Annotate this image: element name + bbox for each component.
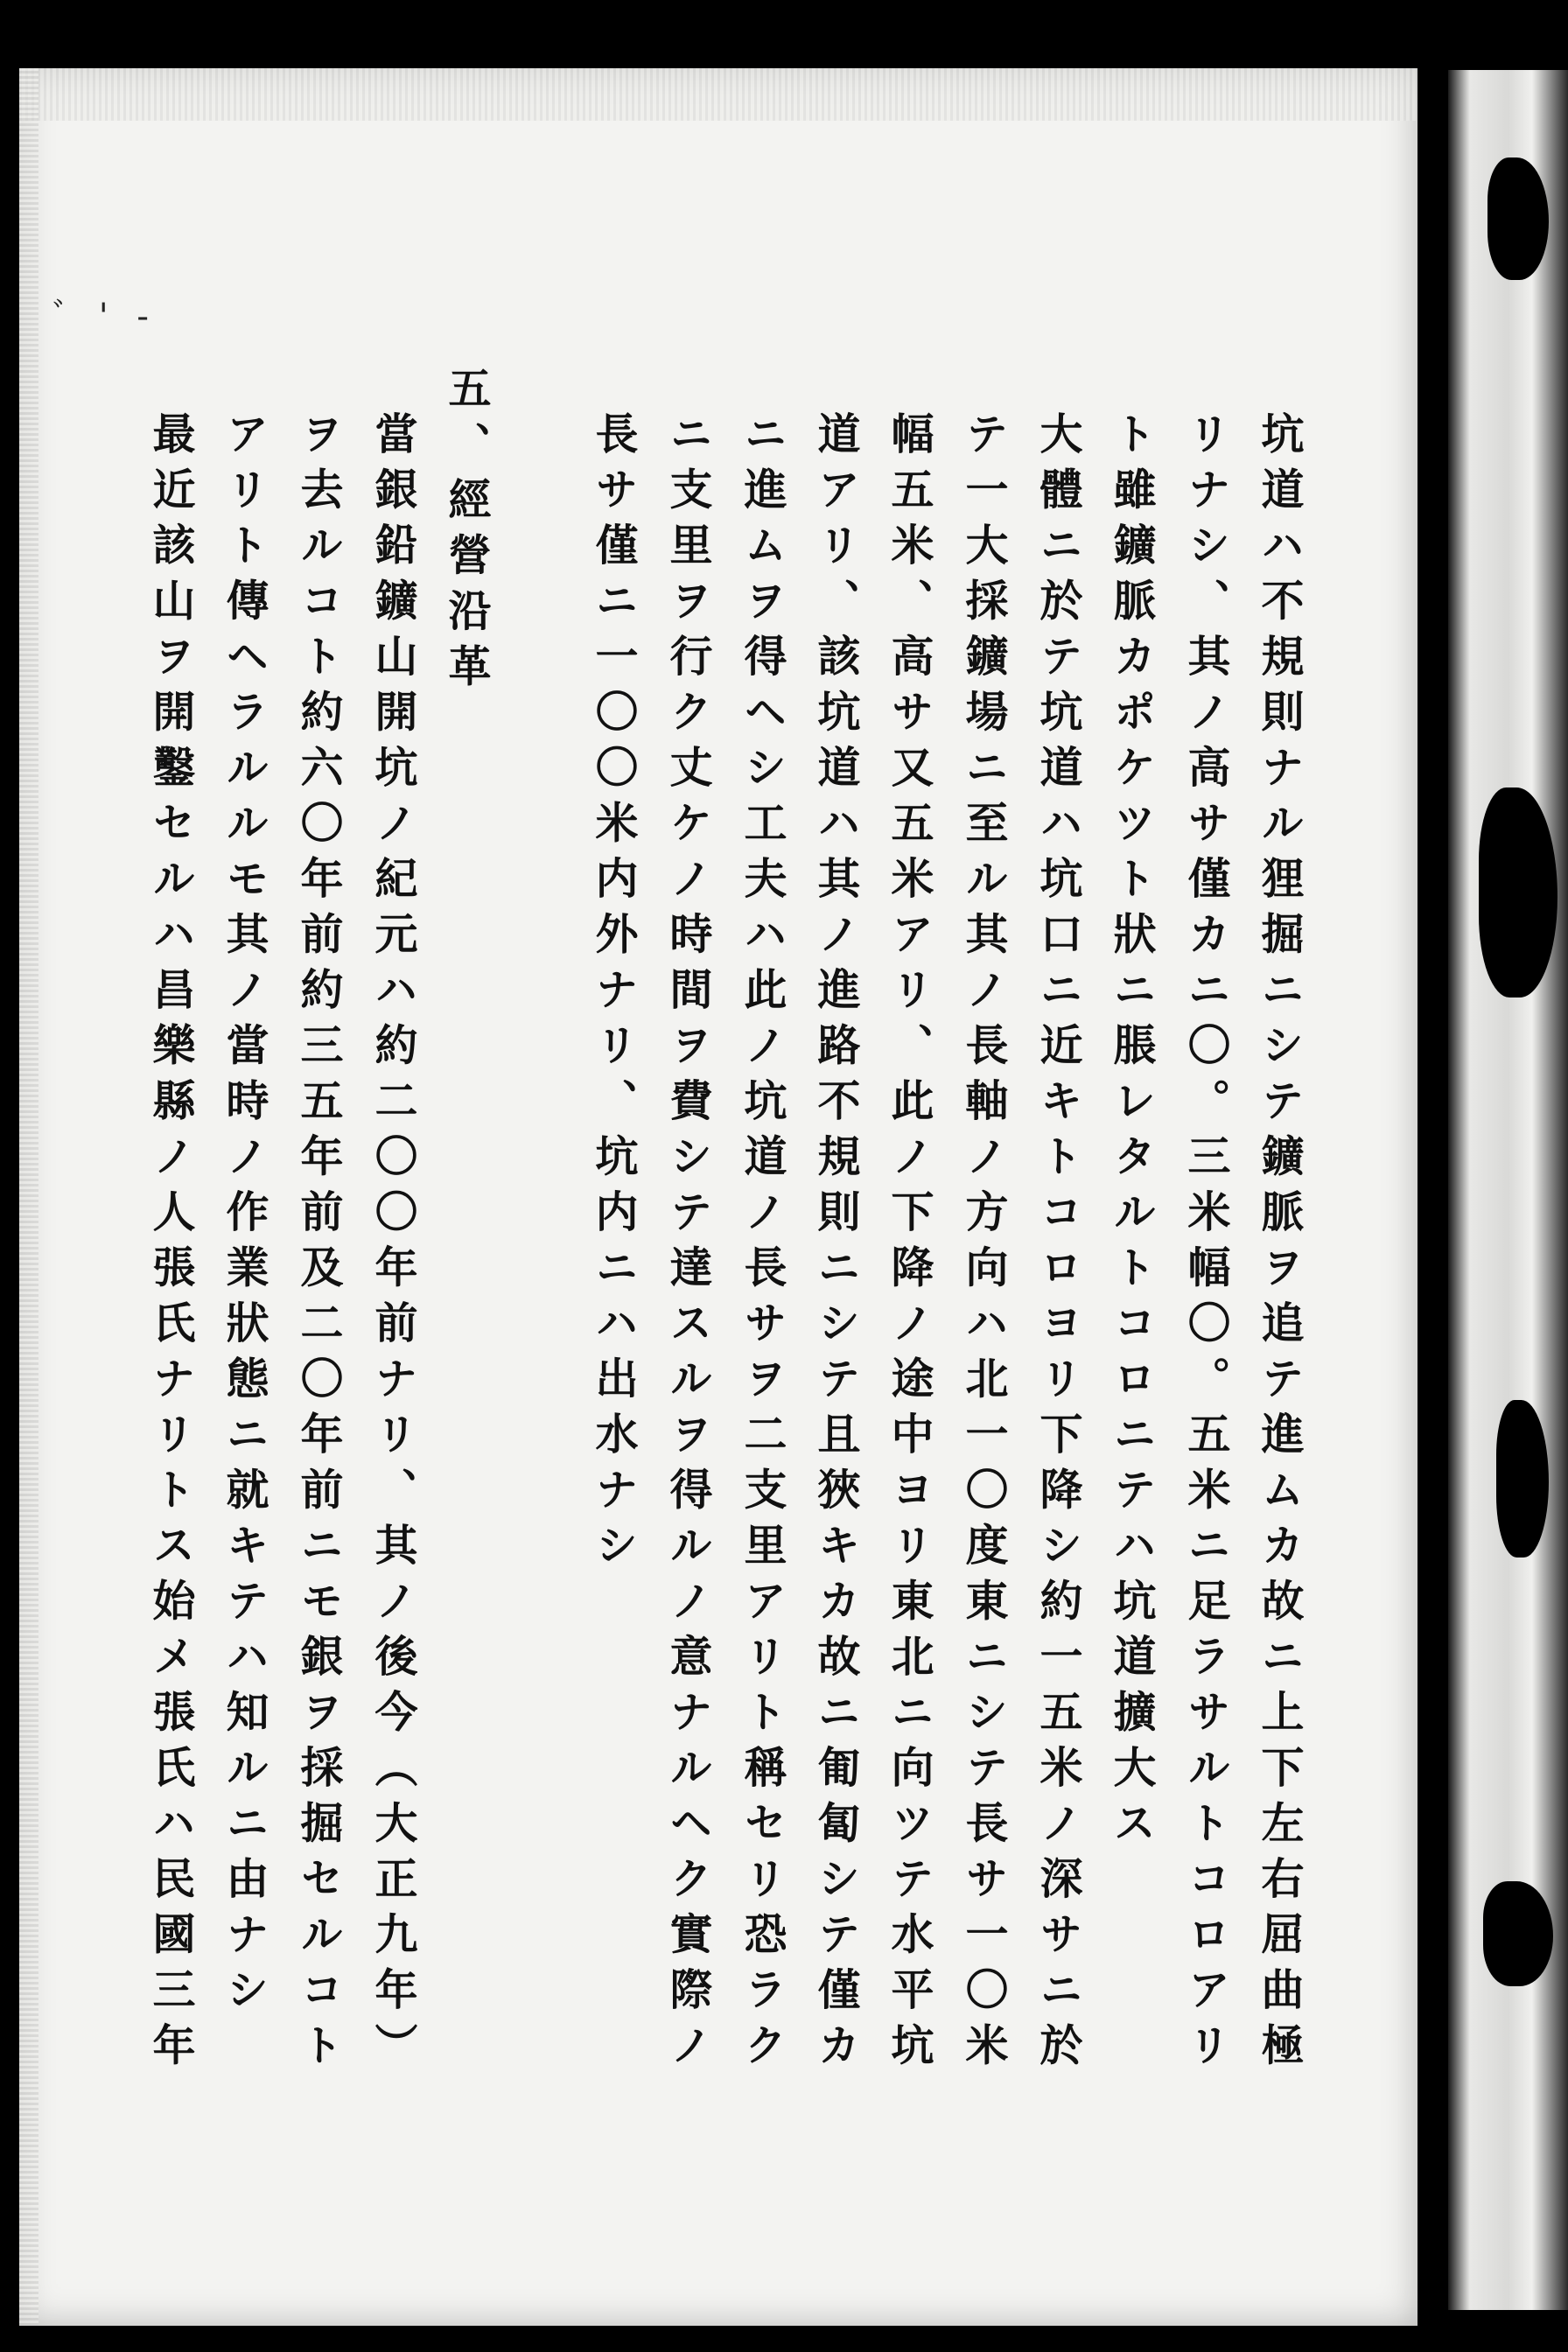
scan-blot <box>1488 158 1549 280</box>
text-column-5: テ一大採鑛場ニ至ル其ノ長軸ノ方向ハ北一〇度東ニシテ長サ一〇米 <box>959 411 1010 2078</box>
text-column-3: ト雖鑛脈カポケツト狀ニ脹レタルトコロニテハ坑道擴大ス <box>1107 411 1158 1856</box>
margin-mark <box>52 289 184 315</box>
text-column-6: 幅五米、高サ又五米アリ、此ノ下降ノ途中ヨリ東北ニ向ツテ水平坑 <box>885 411 935 2078</box>
text-column-10: 長サ僅ニ一〇〇米内外ナリ、坑内ニハ出水ナシ <box>589 411 640 1578</box>
text-column-15: 最近該山ヲ開鑿セルハ昌樂縣ノ人張氏ナリトス始メ張氏ハ民國三年 <box>146 411 197 2078</box>
scan-blot <box>1483 1881 1553 1986</box>
text-column-13: ヲ去ルコト約六〇年前約三五年前及二〇年前ニモ銀ヲ採掘セルコト <box>294 411 345 2078</box>
text-column-4: 大體ニ於テ坑道ハ坑口ニ近キトコロヨリ下降シ約一五米ノ深サニ於 <box>1033 411 1084 2078</box>
text-column-14: アリト傳ヘラルルモ其ノ當時ノ作業狀態ニ就キテハ知ルニ由ナシ <box>220 411 270 2023</box>
text-column-2: リナシ、其ノ高サ僅カニ〇。三米幅〇。五米ニ足ラサルトコロアリ <box>1181 411 1232 2078</box>
text-column-9: ニ支里ヲ行ク丈ケノ時間ヲ費シテ達スルヲ得ルノ意ナルヘク實際ノ <box>663 411 714 2078</box>
text-column-8: ニ進ムヲ得ヘシ工夫ハ此ノ坑道ノ長サヲ二支里アリト稱セリ恐ラク <box>738 411 788 2078</box>
section-heading: 五、經營沿革 <box>442 366 493 699</box>
text-column-1: 坑道ハ不規則ナル狸掘ニシテ鑛脈ヲ追テ進ムカ故ニ上下左右屈曲極 <box>1255 411 1306 2078</box>
text-column-7: 道アリ、該坑道ハ其ノ進路不規則ニシテ且狹キカ故ニ匍匐シテ僅カ <box>811 411 862 2078</box>
text-column-12: 當銀鉛鑛山開坑ノ紀元ハ約二〇〇年前ナリ、其ノ後今（大正九年） <box>368 411 419 2078</box>
